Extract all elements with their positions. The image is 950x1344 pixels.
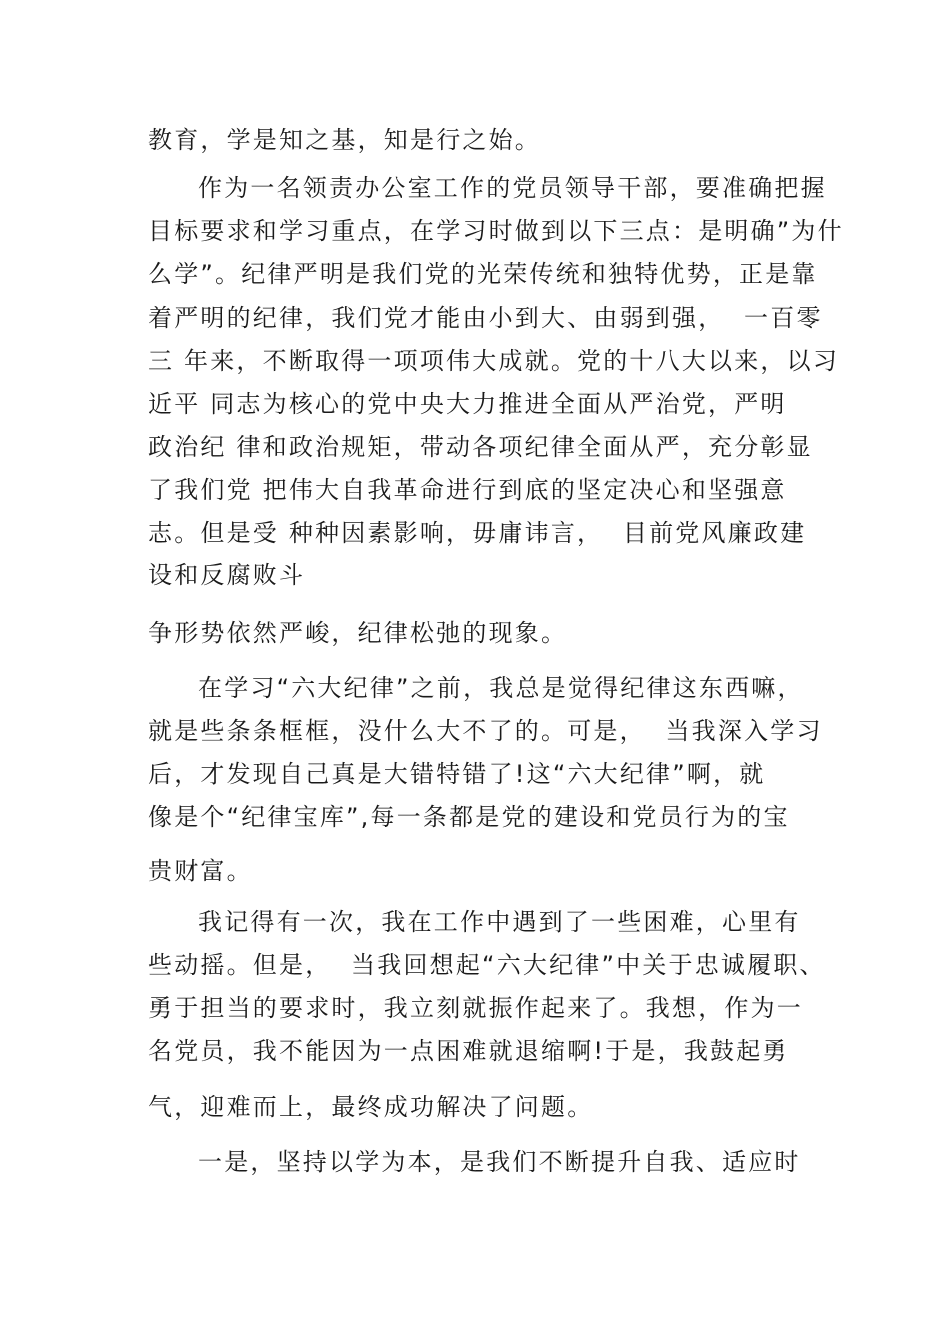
text-line: 名党员，我不能因为一点困难就退缩啊!于是，我鼓起勇 bbox=[148, 1037, 789, 1065]
text-line: 了我们党 把伟大自我革命进行到底的坚定决心和坚强意 bbox=[148, 476, 787, 504]
text-line: 志。但是受 种种因素影响，毋庸讳言， 目前党风廉政建 bbox=[148, 519, 807, 547]
paragraph-first-line: 作为一名领责办公室工作的党员领导干部，要准确把握 bbox=[198, 174, 827, 202]
text-line: 争形势依然严峻，纪律松弛的现象。 bbox=[148, 619, 568, 647]
text-line: 近平 同志为核心的党中央大力推进全面从严治党，严明 bbox=[148, 390, 787, 418]
paragraph-first-line: 我记得有一次，我在工作中遇到了一些困难，心里有 bbox=[198, 908, 801, 936]
text-line: 些动摇。但是， 当我回想起“六大纪律”中关于忠诚履职、 bbox=[148, 951, 826, 979]
text-line: 设和反腐败斗 bbox=[148, 561, 306, 589]
text-line: 么学”。纪律严明是我们党的光荣传统和独特优势，正是靠 bbox=[148, 260, 818, 288]
paragraph-first-line: 在学习“六大纪律”之前，我总是觉得纪律这东西嘛， bbox=[198, 674, 804, 702]
text-line: 政治纪 律和政治规矩，带动各项纪律全面从严，充分彰显 bbox=[148, 433, 813, 461]
text-line: 教育，学是知之基，知是行之始。 bbox=[148, 126, 541, 154]
text-line: 后，才发现自己真是大错特错了!这“六大纪律”啊，就 bbox=[148, 760, 766, 788]
text-line: 三 年来，不断取得一项项伟大成就。党的十八大以来，以习 bbox=[148, 347, 840, 375]
text-line: 贵财富。 bbox=[148, 857, 253, 885]
text-line: 目标要求和学习重点，在学习时做到以下三点：是明确”为什 bbox=[148, 217, 844, 245]
text-line: 像是个“纪律宝库”,每一条都是党的建设和党员行为的宝 bbox=[148, 803, 790, 831]
text-line: 着严明的纪律，我们党才能由小到大、由弱到强， 一百零 bbox=[148, 304, 823, 332]
text-line: 就是些条条框框，没什么大不了的。可是， 当我深入学习 bbox=[148, 717, 823, 745]
text-line: 气，迎难而上，最终成功解决了问题。 bbox=[148, 1093, 594, 1121]
text-line: 勇于担当的要求时，我立刻就振作起来了。我想，作为一 bbox=[148, 994, 803, 1022]
paragraph-first-line: 一是，坚持以学为本，是我们不断提升自我、适应时 bbox=[198, 1148, 801, 1176]
